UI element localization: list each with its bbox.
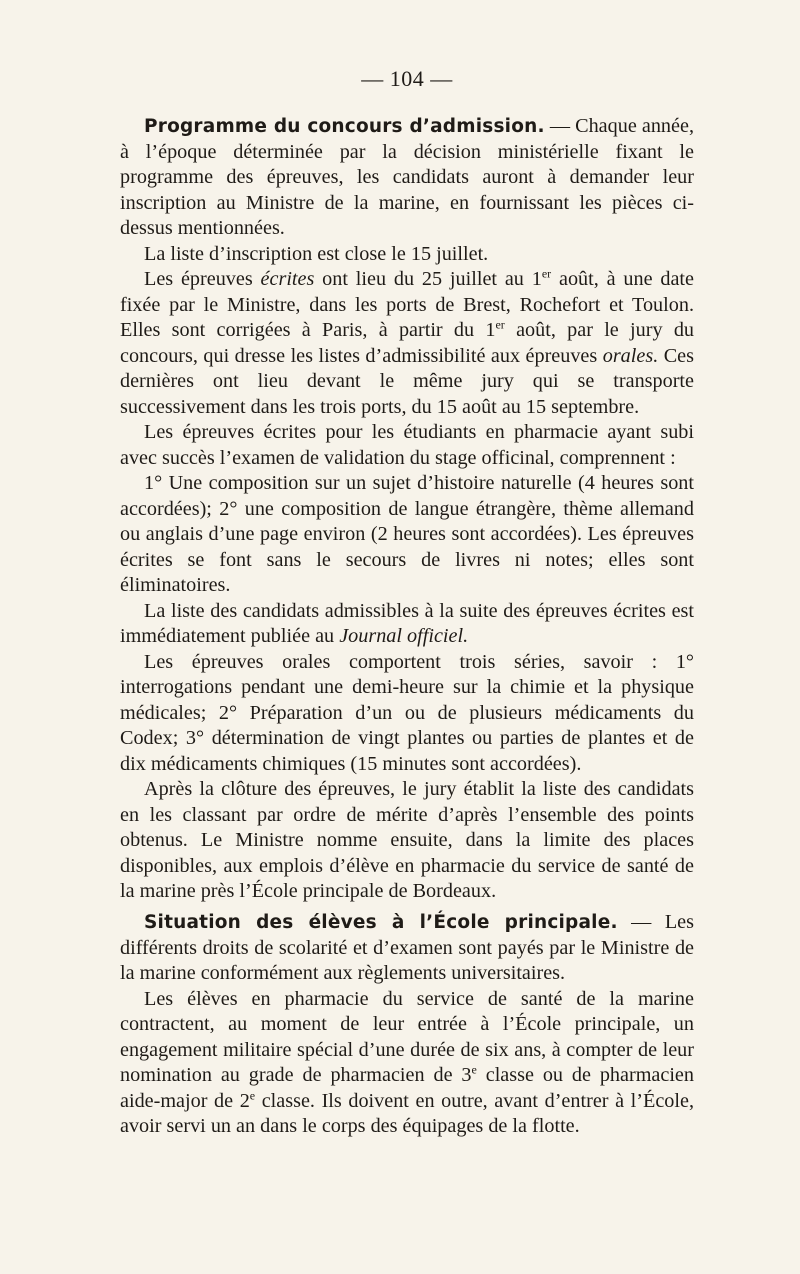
section-programme-concours <box>120 114 694 905</box>
section-situation-eleves <box>120 910 694 1140</box>
page-number: — 104 — <box>361 66 453 91</box>
paragraph: La liste des candidats admissibles à la suite des épreuves écrites est immédiatement publiée au Journal officiel. <box>120 599 694 647</box>
paragraph: Les épreuves orales comportent trois séries, savoir : 1° interrogations pendant une demi-heure sur la chimie et la physique médicales; 2° Préparation d’un ou de plusieurs médicaments du Codex; 3° détermination de vingt plantes ou parties de plantes et de dix médicaments chimiques (15 minutes sont accordées). <box>120 650 694 775</box>
paragraph: Les épreuves écrites pour les étudiants en pharmacie ayant subi avec succès l’examen de validation du stage officinal, comprennent : <box>120 421 694 469</box>
paragraph: La liste d’inscription est close le 15 juillet. <box>144 242 489 265</box>
section-heading: Programme du concours d’admission. <box>144 116 545 137</box>
section-heading: Situation des élèves à l’École principale. <box>144 912 618 933</box>
paragraph: Après la clôture des épreuves, le jury établit la liste des candidats en les classant par ordre de mérite d’après l’ensemble des points obtenus. Le Ministre nomme ensuite, dans la limite des places disponibles, aux emplois d’élève en pharmacie du service de santé de la marine près l’École principale de Bordeaux. <box>120 778 694 902</box>
paragraph: Les élèves en pharmacie du service de santé de la marine contractent, au moment de leur entrée à l’École principale, un engagement militaire spécial d’une durée de six ans, à compter de leur nomination au grade de pharmacien de 3e classe ou de pharmacien aide-major de 2e classe. Ils doivent en outre, avant d’entrer à l’École, avoir servi un an dans le corps des équipages de la flotte. <box>120 987 694 1137</box>
paragraph: Situation des élèves à l’École principale. — Les différents droits de scolarité et d’examen sont payés par le Ministre de la marine conformément aux règlements universitaires. <box>120 911 694 984</box>
paragraph: Les épreuves écrites ont lieu du 25 juillet au 1er août, à une date fixée par le Ministre, dans les ports de Brest, Rochefort et Toulon. Elles sont corrigées à Paris, à partir du 1er août, par le jury du concours, qui dresse les listes d’admissibilité aux épreuves orales. Ces dernières ont lieu devant le même jury qui se transporte successivement dans les trois ports, du 15 août au 15 septembre. <box>120 266 695 418</box>
paragraph: 1° Une composition sur un sujet d’histoire naturelle (4 heures sont accordées); 2° une composition de langue étrangère, thème allemand ou anglais d’une page environ (2 heures sont accordées). Les épreuves écrites se font sans le secours de livres ni notes; elles sont éliminatoires. <box>120 472 694 596</box>
paragraph: Programme du concours d’admission. — Chaque année, à l’époque déterminée par la décision ministérielle fixant le programme des épreuves, les candidats auront à demander leur inscription au Ministre de la marine, en fournissant les pièces ci-dessus mentionnées. <box>120 115 694 239</box>
